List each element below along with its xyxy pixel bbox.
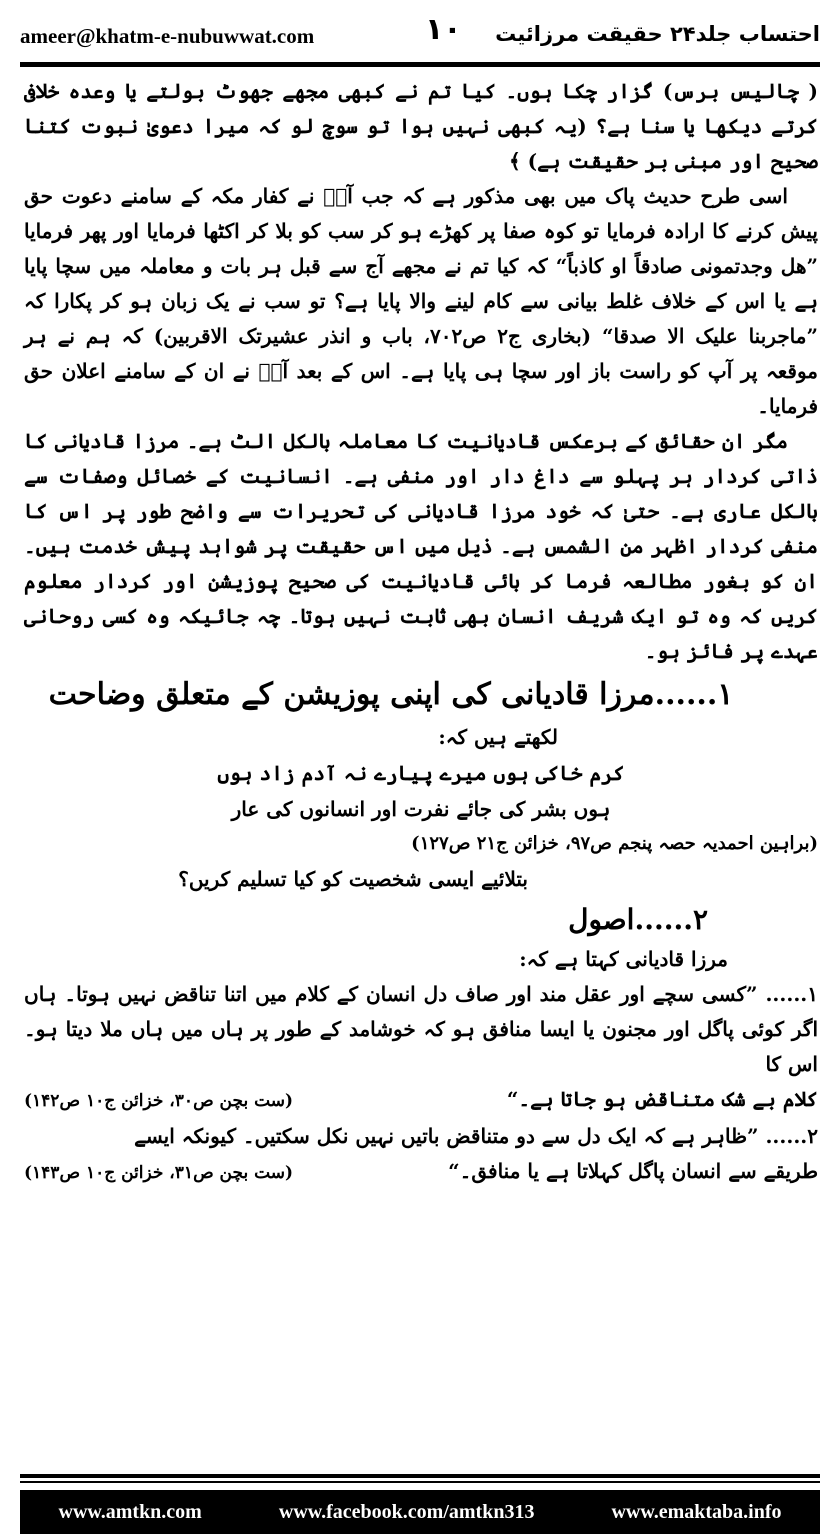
verse-reference: (براہین احمدیہ حصہ پنجم ص۹۷، خزائن ج۲۱ ص۱۲۷) — [411, 833, 818, 854]
page-header — [20, 10, 820, 60]
quote-1: ۱...... ”کسی سچے اور عقل مند اور صاف دل انسان کے کلام میں اتنا تناقض نہیں ہوتا۔ ہاں اگر کوئی پاگل اور مجنون یا ایسا منافق ہو کہ خوشامد کے طور پر ہاں میں ہاں ملا دیتا ہو۔ اس کا — [24, 982, 818, 1076]
quote-2-reference: (ست بچن ص۳۱، خزائن ج۱۰ ص۱۴۳) — [24, 1163, 294, 1183]
mirza-says: مرزا قادیانی کہتا ہے کہ: — [519, 947, 728, 971]
footer-bar — [20, 1490, 820, 1534]
paragraph-2: اسی طرح حدیث پاک میں بھی مذکور ہے کہ جب آپؐ نے کفار مکہ کے سامنے دعوت حق پیش کرنے کا ارادہ فرمایا تو کوہ صفا پر کھڑے ہو کر سب کو بلا کر اکٹھا فرمایا اور پھر فرمایا ”ھل وجدتمونی صادقاً او کاذباً“ کہ کیا تم نے مجھے آج سے قبل ہر بات و معاملہ میں سچا پایا ہے یا اس کے خلاف غلط بیانی سے کام لینے والا پایا ہے؟ تو سب نے یک زبان ہو کر پکارا کہ ”ماجربنا علیک الا صدقا“ (بخاری ج۲ ص۷۰۲، باب و انذر عشیرتک الاقربین) کہ ہم نے ہر موقعہ پر آپ کو راست باز اور سچا ہی پایا ہے۔ اس کے بعد آپؐ نے ان کے سامنے اعلان حق فرمایا۔ — [24, 184, 818, 418]
quote-2-end: طریقے سے انسان پاگل کہلاتا ہے یا منافق۔“ — [448, 1159, 818, 1183]
question-text: بتلائیے ایسی شخصیت کو کیا تسلیم کریں؟ — [178, 867, 528, 891]
quote-1-reference: (ست بچن ص۳۰، خزائن ج۱۰ ص۱۴۲) — [24, 1091, 294, 1111]
footer-link-emaktaba[interactable]: www.emaktaba.info — [611, 1500, 782, 1523]
running-title: احتساب جلد۲۴ حقیقت مرزائیت — [495, 22, 820, 46]
paragraph-3: مگر ان حقائق کے برعکس قادیانیت کا معاملہ بالکل الٹ ہے۔ مرزا قادیانی کا ذاتی کردار ہر پہلو سے داغ دار اور منفی ہے۔ انسانیت کے خصائل وصفات سے بالکل عاری ہے۔ حتیٰ کہ خود مرزا قادیانی کی تحریرات سے واضح طور پر اس کا منفی کردار اظہر من الشمس ہے۔ ذیل میں اس حقیقت پر شواہد پیش خدمت ہیں۔ ان کو بغور مطالعہ فرما کر بائی قادیانیت کی صحیح پوزیشن اور کردار معلوم کریں کہ وہ تو ایک شریف انسان بھی ثابت نہیں ہوتا۔ چہ جائیکہ وہ کسی روحانی عہدے پر فائز ہو۔ — [24, 429, 818, 663]
quote-2: ۲...... ”ظاہر ہے کہ ایک دل سے دو متناقض باتیں نہیں نکل سکتیں۔ کیونکہ ایسے — [134, 1124, 818, 1148]
paragraph-1: ( چالیس برس) گزار چکا ہوں۔ کیا تم نے کبھی مجھے جھوٹ بولتے یا وعدہ خلافی کرتے دیکھا یا سنا ہے؟ (یہ کبھی نہیں ہوا تو سوچ لو کہ میرا دعویٰ نبوت کتنا صحیح اور مبنی بر حقیقت ہے) ﴾ — [24, 79, 818, 173]
intro-text: لکھتے ہیں کہ: — [438, 725, 558, 749]
verse-line-1: کرم خاکی ہوں میرے پیارے نہ آدم زاد ہوں — [217, 761, 625, 785]
footer-link-facebook[interactable]: www.facebook.com/amtkn313 — [278, 1500, 535, 1523]
footer-link-amtkn[interactable]: www.amtkn.com — [58, 1500, 202, 1523]
verse-line-2: ہوں بشر کی جائے نفرت اور انسانوں کی عار — [231, 797, 611, 821]
page-number: ۱۰ — [425, 12, 462, 47]
header-rule — [20, 62, 820, 67]
quote-1-end: کلام بے شک متناقض ہو جاتا ہے۔“ — [506, 1087, 818, 1111]
footer-rule-thick — [20, 1474, 820, 1478]
section-1-heading: ۱......مرزا قادیانی کی اپنی پوزیشن کے متعلق وضاحت — [48, 677, 734, 712]
section-2-heading: ۲......اصول — [568, 903, 708, 936]
page-body — [24, 74, 818, 1191]
quote-2-row — [24, 1154, 818, 1191]
quote-1-row — [24, 1082, 818, 1119]
footer-rule-thin — [20, 1481, 820, 1483]
header-email: ameer@khatm-e-nubuwwat.com — [20, 24, 315, 48]
